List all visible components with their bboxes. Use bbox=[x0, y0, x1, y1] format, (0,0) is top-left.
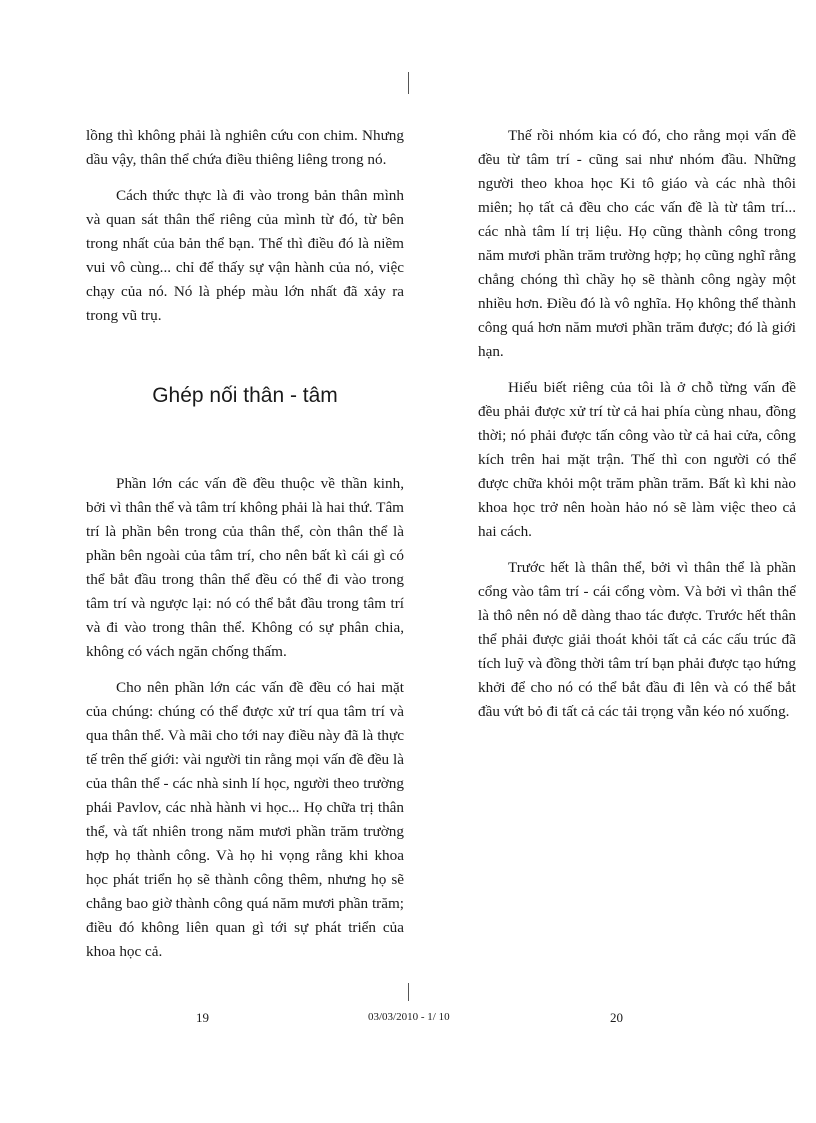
top-fold-mark bbox=[408, 72, 409, 94]
left-page bbox=[86, 124, 404, 976]
footer-center-text: 03/03/2010 - 1/ 10 bbox=[368, 1011, 450, 1023]
paragraph: lồng thì không phải là nghiên cứu con chim. Nhưng dầu vậy, thân thể chứa điều thiêng liêng trong nó. bbox=[86, 127, 404, 168]
paragraph: Hiểu biết riêng của tôi là ở chỗ từng vấn đề đều phải được xử trí từ cả hai phía cùng nhau, đồng thời; nó phải được tấn công vào từ cả hai cửa, công kích trên hai mặt trận. Thế thì con người có thể được chữa khỏi một trăm phần trăm. Bất kì khi nào khoa học trở nên hoàn hảo nó sẽ làm việc theo cả hai cách. bbox=[478, 379, 796, 540]
paragraph: Thế rồi nhóm kia có đó, cho rằng mọi vấn đề đều từ tâm trí - cũng sai như nhóm đầu. Những người theo khoa học Ki tô giáo và các nhà thôi miên; họ tất cả đều cho các vấn đề là từ tâm trí... các nhà tâm lí trị liệu. Họ cũng thành công trong năm mươi phần trăm trường hợp; họ cũng nghĩ rằng chẳng chóng thì chầy họ sẽ thành công ngày một nhiều hơn. Điều đó là vô nghĩa. Họ không thể thành công quá hơn năm mươi phần trăm được; đó là giới hạn. bbox=[478, 127, 796, 360]
left-page-number: 19 bbox=[196, 1010, 209, 1025]
right-page-number: 20 bbox=[610, 1010, 623, 1025]
paragraph: Cách thức thực là đi vào trong bản thân mình và quan sát thân thể riêng của mình từ đó, từ bên trong nhất của bản thể bạn. Thế thì điều đó là niềm vui vô cùng... chỉ để thấy sự vận hành của nó, việc chạy của nó. Nó là phép màu lớn nhất đã xảy ra trong vũ trụ. bbox=[86, 187, 404, 324]
paragraph: Phần lớn các vấn đề đều thuộc về thần kinh, bởi vì thân thể và tâm trí không phải là hai thứ. Tâm trí là phần bên trong của thân thể, còn thân thể là phần bên ngoài của tâm trí, cho nên bất kì cái gì có thể bắt đầu trong thân thể đều có thể đi vào trong tâm trí và ngược lại: nó có thể bắt đầu trong tâm trí và đi vào trong thân thể. Không có sự phân chia, không có vách ngăn chống thấm. bbox=[86, 475, 404, 660]
paragraph: Cho nên phần lớn các vấn đề đều có hai mặt của chúng: chúng có thể được xử trí qua tâm trí và qua thân thể. Và mãi cho tới nay điều này đã là thực tế trên thế giới: vài người tin rằng mọi vấn đề đều là của thân thể - các nhà sinh lí học, người theo trường phái Pavlov, các nhà hành vi học... Họ chữa trị thân thể, và tất nhiên trong năm mươi phần trăm trường hợp họ thành công. Và họ hi vọng rằng khi khoa học phát triển họ sẽ thành công thêm, nhưng họ sẽ chẳng bao giờ thành công quá năm mươi phần trăm; điều đó không liên quan gì tới sự phát triển của khoa học cả. bbox=[86, 679, 404, 960]
bottom-fold-mark bbox=[408, 983, 409, 1001]
section-heading: Ghép nối thân - tâm bbox=[152, 384, 338, 407]
right-page bbox=[478, 124, 796, 736]
paragraph: Trước hết là thân thể, bởi vì thân thể là phần cổng vào tâm trí - cái cổng vòm. Và bởi vì thân thể là thô nên nó dễ dàng thao tác được. Trước hết thân thể phải được giải thoát khỏi tất cả các cấu trúc đã tích luỹ và đồng thời tâm trí bạn phải được tạo hứng khởi để cho nó có thể bắt đầu đi lên và có thể bắt đầu vứt bỏ đi tất cả các tải trọng vẫn kéo nó xuống. bbox=[478, 559, 796, 720]
